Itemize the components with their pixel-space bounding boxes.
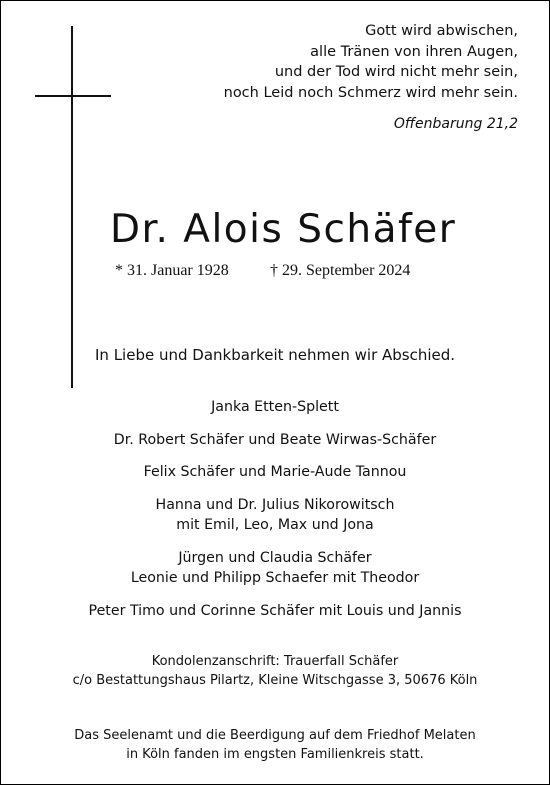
death-date: † 29. September 2024 [270, 262, 411, 279]
mourner-entry [0, 462, 550, 483]
deceased-name: Dr. Alois Schäfer [110, 207, 457, 252]
address-line: Kondolenzanschrift: Trauerfall Schäfer [151, 654, 399, 669]
cross-icon-bar [35, 95, 111, 97]
mourner-entry [0, 548, 550, 589]
note-line: Das Seelenamt und die Beerdigung auf dem Friedhof Melaten [74, 728, 476, 743]
mourner-entry [0, 397, 550, 418]
mourners-list [0, 397, 550, 621]
verse-line: noch Leid noch Schmerz wird mehr sein. [223, 84, 518, 101]
mourner-line: Hanna und Dr. Julius Nikorowitsch [155, 496, 395, 513]
mourner-line: Leonie und Philipp Schaefer mit Theodor [130, 570, 420, 586]
mourner-line: Dr. Robert Schäfer und Beate Wirwas-Schäfer [113, 431, 437, 448]
mourner-entry [0, 601, 550, 622]
mourner-entry [0, 430, 550, 451]
verse-line: und der Tod wird nicht mehr sein, [274, 64, 518, 80]
bible-verse [224, 21, 518, 103]
address-line: c/o Bestattungshaus Pilartz, Kleine Witschgasse 3, 50676 Köln [72, 673, 478, 688]
note-line: in Köln fanden im engsten Familienkreis statt. [126, 747, 424, 762]
verse-source: Offenbarung 21,2 [393, 116, 518, 132]
birth-date: * 31. Januar 1928 [115, 262, 229, 279]
mourner-line: mit Emil, Leo, Max und Jona [176, 517, 374, 533]
mourner-line: Peter Timo und Corinne Schäfer mit Louis und Jannis [88, 602, 462, 619]
mourner-line: Jürgen und Claudia Schäfer [178, 549, 372, 566]
mourner-entry [0, 495, 550, 536]
funeral-note [0, 726, 550, 764]
verse-line: alle Tränen von ihren Augen, [310, 43, 518, 60]
farewell-text: In Liebe und Dankbarkeit nehmen wir Abschied. [95, 346, 456, 364]
cross-icon [71, 26, 73, 388]
verse-line: Gott wird abwischen, [365, 23, 518, 39]
condolence-address [0, 652, 550, 690]
mourner-line: Janka Etten-Splett [211, 399, 339, 415]
mourner-line: Felix Schäfer und Marie-Aude Tannou [143, 464, 407, 480]
